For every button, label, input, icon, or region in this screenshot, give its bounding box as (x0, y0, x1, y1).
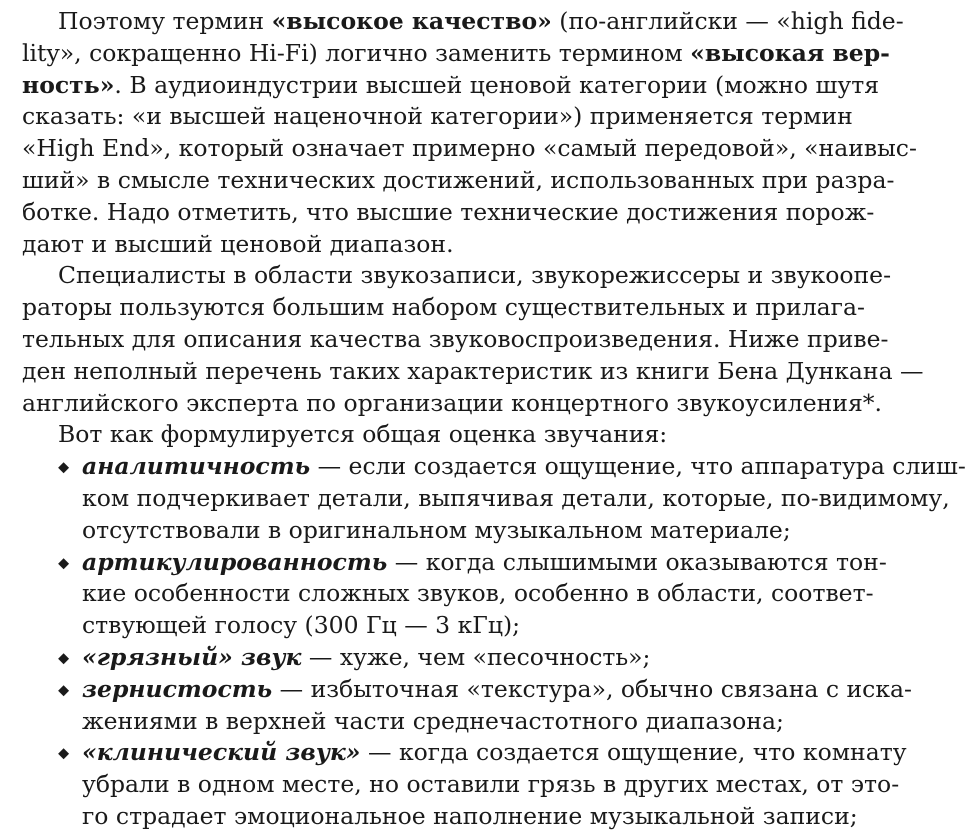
text-line: «High End», который означает примерно «самый передовой», «наивыс- (22, 134, 917, 163)
text-line (22, 38, 890, 70)
text-line: Вот как формулируется общая оценка звучания: (58, 420, 668, 449)
text-run: (по-английски — «high fide- (551, 7, 904, 35)
text-line: дают и высший ценовой диапазон. (22, 229, 454, 258)
paragraph-hifi-terms (22, 6, 917, 260)
list-term: «клинический звук» (82, 738, 361, 767)
text-run: lity», сокращенно Hi-Fi) логично заменить термином (22, 38, 691, 67)
list-term: артикулированность (82, 547, 388, 576)
bullet-icon: ⬥ (58, 647, 70, 667)
list-item (22, 547, 887, 642)
text-line: ком подчеркивает детали, выпячивая детали, которые, по-видимому, (82, 483, 950, 512)
paragraph-intro-list (22, 419, 851, 451)
text-line: го страдает эмоциональное наполнение музыкальной записи; (82, 801, 858, 830)
text-line: Специалисты в области звукозаписи, звукорежиссеры и звукоопе- (58, 261, 892, 290)
text-line: кие особенности сложных звуков, особенно в области, соответ- (82, 579, 874, 608)
text-line: сказать: «и высшей наценочной категории») применяется термин (22, 102, 853, 131)
text-line: раторы пользуются большим набором существительных и прилага- (22, 293, 865, 322)
text-run: Поэтому термин (58, 7, 272, 35)
bullet-icon: ⬥ (58, 457, 70, 477)
text-line: жениями в верхней части среднечастотного диапазона; (82, 706, 784, 735)
text-line (22, 6, 904, 38)
bold-term: ность» (22, 70, 115, 99)
text-line: ствующей голосу (300 Гц — 3 кГц); (82, 611, 521, 640)
list-item (22, 674, 912, 738)
text-line (82, 737, 907, 769)
list-term: «грязный» звук (82, 642, 302, 671)
characteristics-list (22, 451, 966, 833)
paragraph-specialists (22, 260, 924, 419)
text-line (82, 642, 851, 674)
bullet-icon: ⬥ (58, 743, 70, 763)
text-run: — когда создается ощущение, что комнату (360, 738, 907, 767)
text-run: — если создается ощущение, что аппаратура слиш- (310, 452, 966, 481)
bold-term: «высокая вер- (690, 38, 890, 67)
text-line: отсутствовали в оригинальном музыкальном материале; (82, 515, 791, 544)
text-run: — когда слышимыми оказываются тон- (387, 547, 887, 576)
list-item (22, 642, 851, 674)
list-item (22, 737, 907, 832)
text-line (82, 451, 966, 483)
text-line: тельных для описания качества звуковоспроизведения. Ниже приве- (22, 324, 889, 353)
list-term: аналитичность (82, 452, 311, 481)
text-line (82, 547, 887, 579)
bold-term: «высокое качество» (271, 7, 552, 35)
text-line: убрали в одном месте, но оставили грязь в других местах, от это- (82, 770, 900, 799)
text-line: ботке. Надо отметить, что высшие технические достижения порож- (22, 197, 875, 226)
bullet-icon: ⬥ (58, 552, 70, 572)
text-line (22, 70, 880, 102)
text-run: . В аудиоиндустрии высшей ценовой категории (можно шутя (114, 70, 880, 99)
text-line (82, 674, 912, 706)
text-run: — избыточная «текстура», обычно связана с иска- (272, 674, 912, 703)
text-line: английского эксперта по организации концертного звукоусиления*. (22, 388, 882, 417)
text-line: ший» в смысле технических достижений, использованных при разра- (22, 165, 895, 194)
text-run: — хуже, чем «песочность»; (301, 642, 651, 671)
list-term: зернистость (82, 674, 273, 703)
list-item (22, 451, 966, 546)
bullet-icon: ⬥ (58, 679, 70, 699)
text-line: ден неполный перечень таких характеристик из книги Бена Дункана — (22, 356, 924, 385)
